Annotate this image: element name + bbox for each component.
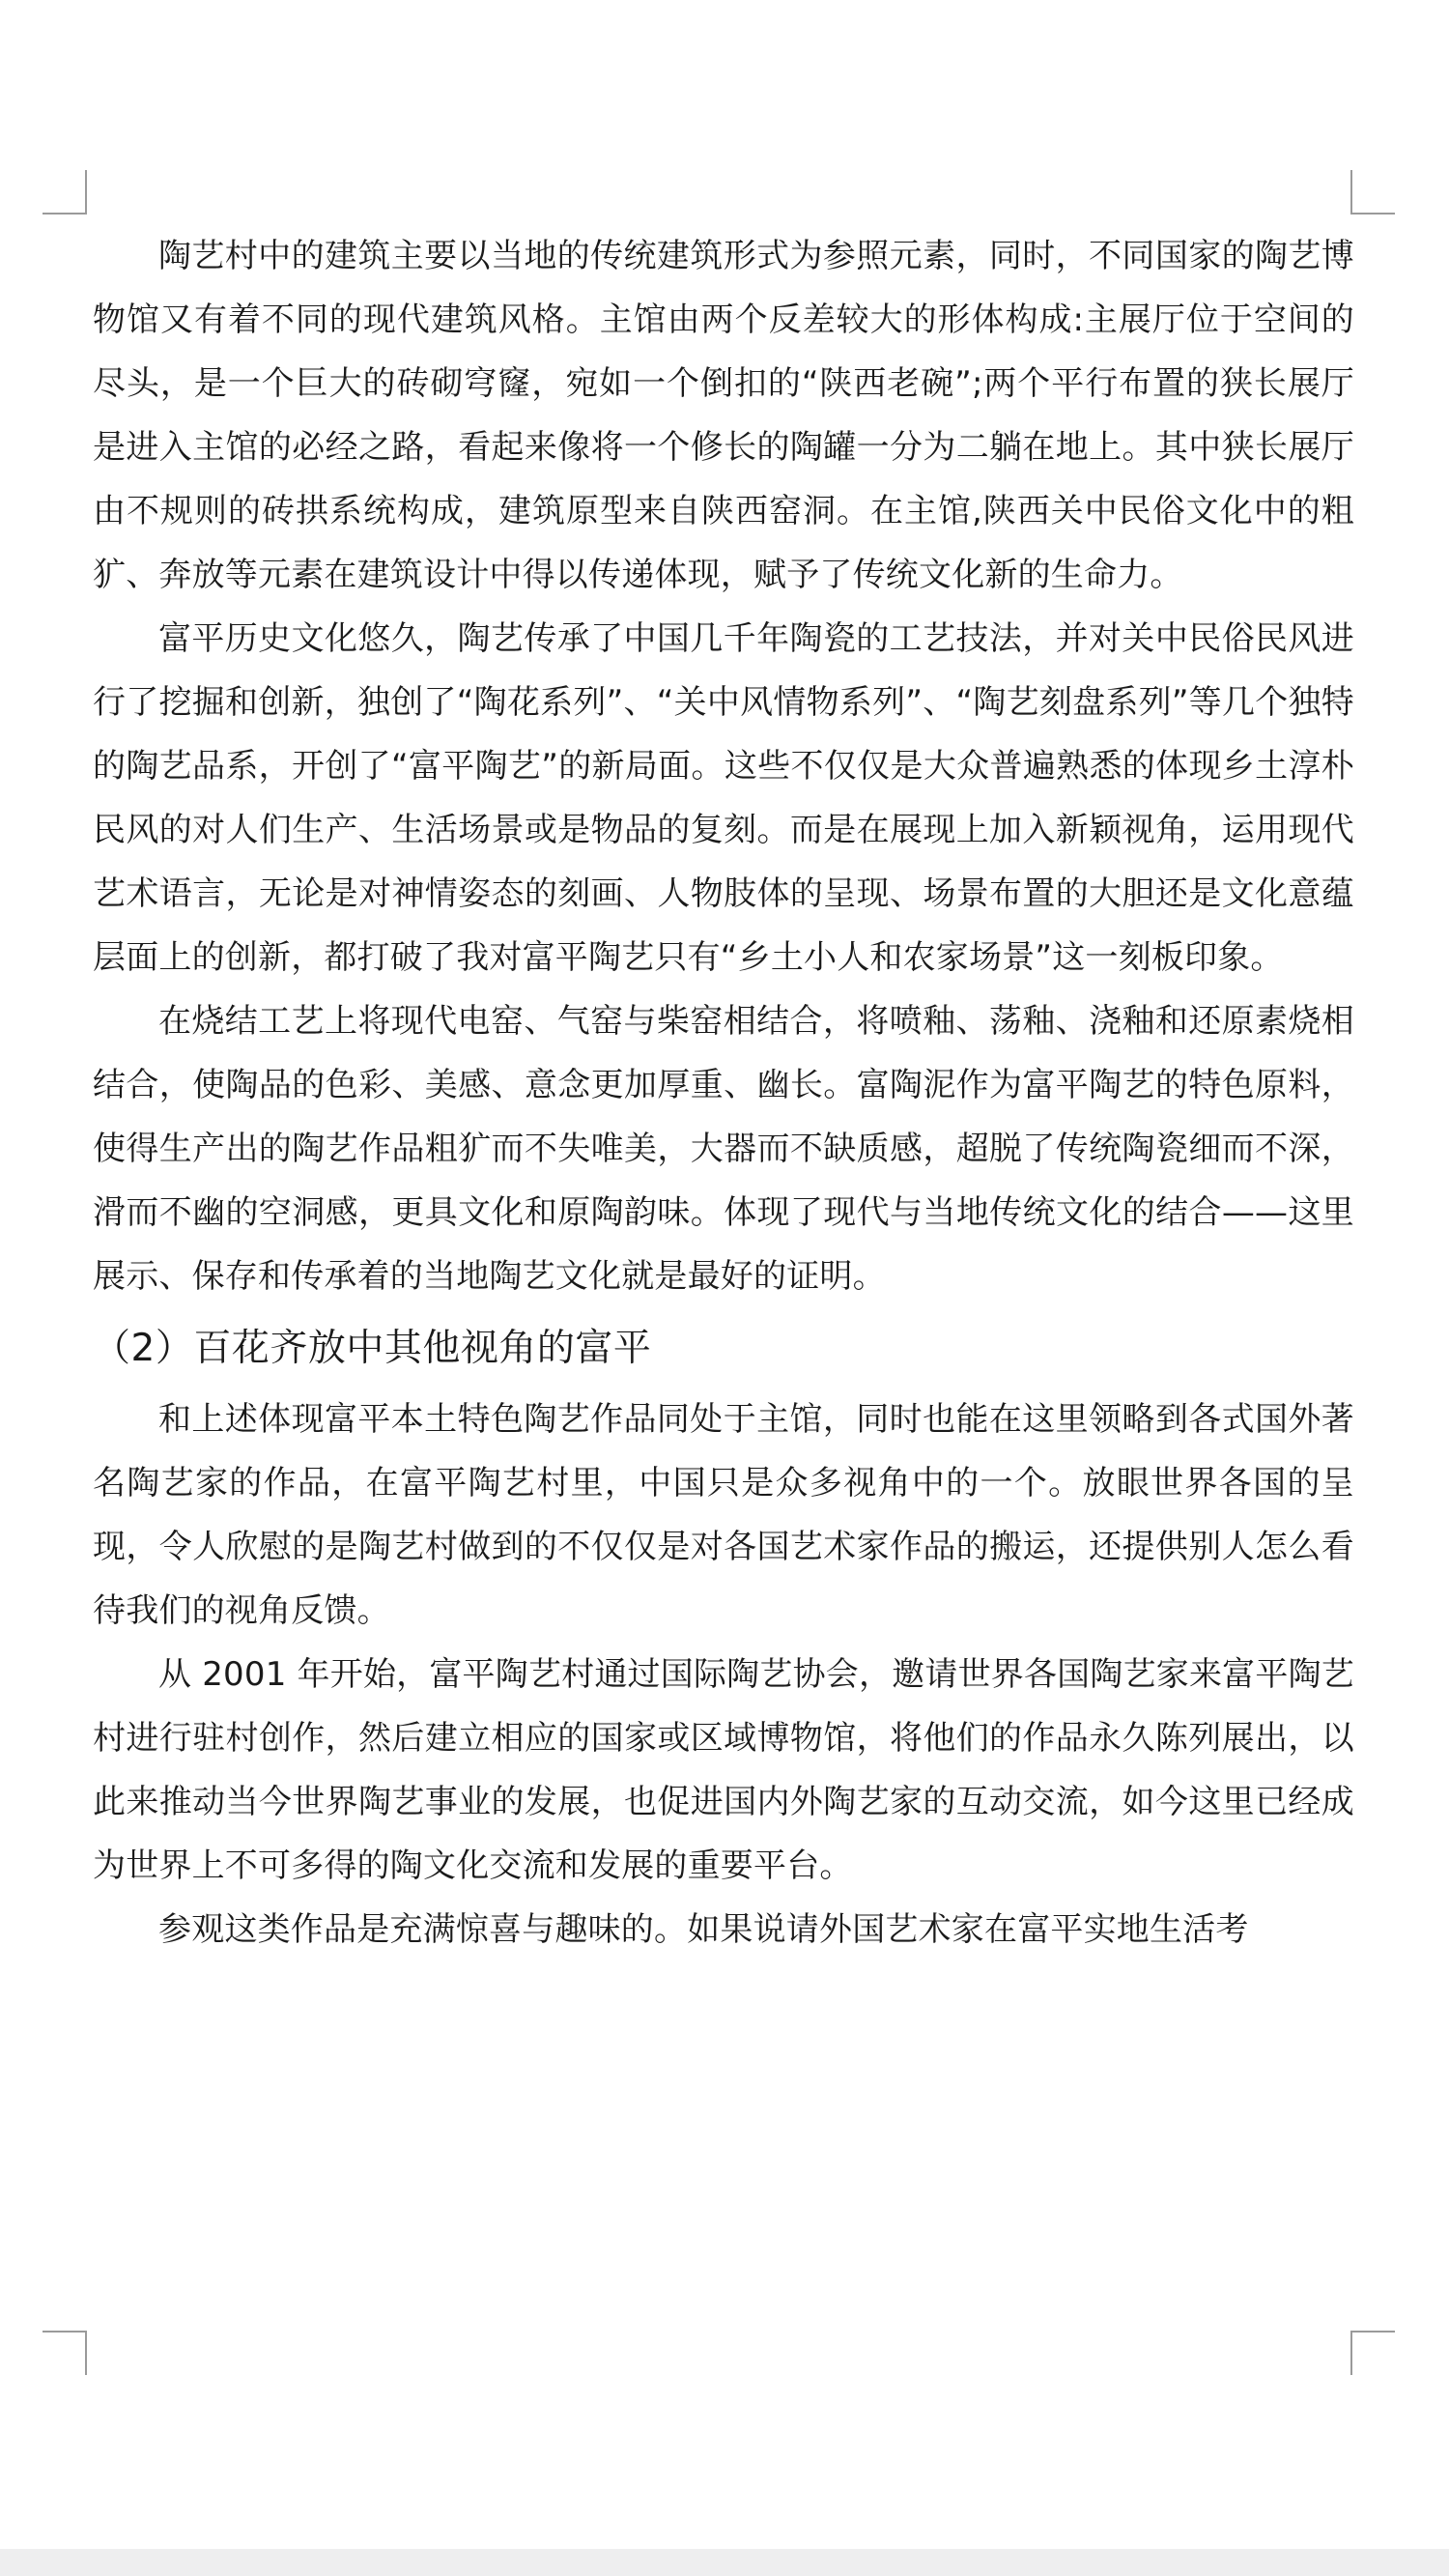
paragraph-visit-experience: 参观这类作品是充满惊喜与趣味的。如果说请外国艺术家在富平实地生活考 [158,1910,1249,1949]
paragraph-residency-program: 从 2001 年开始，富平陶艺村通过国际陶艺协会，邀请世界各国陶艺家来富平陶艺村进行驻村创作，然后建立相应的国家或区域博物馆，将他们的作品永久陈列展出，以此来推动当今世界陶艺事业的发展，也促进国内外陶艺家的互动交流，如今这里已经成为世界上不可多得的陶文化交流和发展的重要平台。 [93,1655,1354,1885]
page-corner-mark-top-left [43,170,87,215]
paragraph-architecture: 陶艺村中的建筑主要以当地的传统建筑形式为参照元素，同时，不同国家的陶艺博物馆又有着不同的现代建筑风格。主馆由两个反差较大的形体构成:主展厅位于空间的尽头，是一个巨大的砖砌穹窿，宛如一个倒扣的“陕西老碗”;两个平行布置的狭长展厅是进入主馆的必经之路，看起来像将一个修长的陶罐一分为二躺在地上。其中狭长展厅由不规则的砖拱系统构成，建筑原型来自陕西窑洞。在主馆,陕西关中民俗文化中的粗犷、奔放等元素在建筑设计中得以传递体现，赋予了传统文化新的生命力。 [93,237,1354,594]
document-body [93,224,1354,1961]
paragraph-fuping-history: 富平历史文化悠久，陶艺传承了中国几千年陶瓷的工艺技法，并对关中民俗民风进行了挖掘和创新，独创了“陶花系列”、“关中风情物系列”、“陶艺刻盘系列”等几个独特的陶艺品系，开创了“富平陶艺”的新局面。这些不仅仅是大众普遍熟悉的体现乡土淳朴民风的对人们生产、生活场景或是物品的复刻。而是在展现上加入新颖视角，运用现代艺术语言，无论是对神情姿态的刻画、人物肢体的呈现、场景布置的大胆还是文化意蕴层面上的创新，都打破了我对富平陶艺只有“乡土小人和农家场景”这一刻板印象。 [93,619,1354,977]
bottom-bar [0,2549,1449,2576]
page-corner-mark-bottom-left [43,2331,87,2375]
paragraph-firing-process: 在烧结工艺上将现代电窑、气窑与柴窑相结合，将喷釉、荡釉、浇釉和还原素烧相结合，使陶品的色彩、美感、意念更加厚重、幽长。富陶泥作为富平陶艺的特色原料，使得生产出的陶艺作品粗犷而不失唯美，大器而不缺质感，超脱了传统陶瓷细而不深，滑而不幽的空洞感，更具文化和原陶韵味。体现了现代与当地传统文化的结合——这里展示、保存和传承着的当地陶艺文化就是最好的证明。 [93,1002,1354,1296]
section-heading: （2）百花齐放中其他视角的富平 [93,1327,652,1370]
page-corner-mark-bottom-right [1350,2331,1395,2375]
paragraph-foreign-works: 和上述体现富平本土特色陶艺作品同处于主馆，同时也能在这里领略到各式国外著名陶艺家的作品，在富平陶艺村里，中国只是众多视角中的一个。放眼世界各国的呈现，令人欣慰的是陶艺村做到的不仅仅是对各国艺术家作品的搬运，还提供别人怎么看待我们的视角反馈。 [93,1400,1354,1630]
page-corner-mark-top-right [1350,170,1395,215]
